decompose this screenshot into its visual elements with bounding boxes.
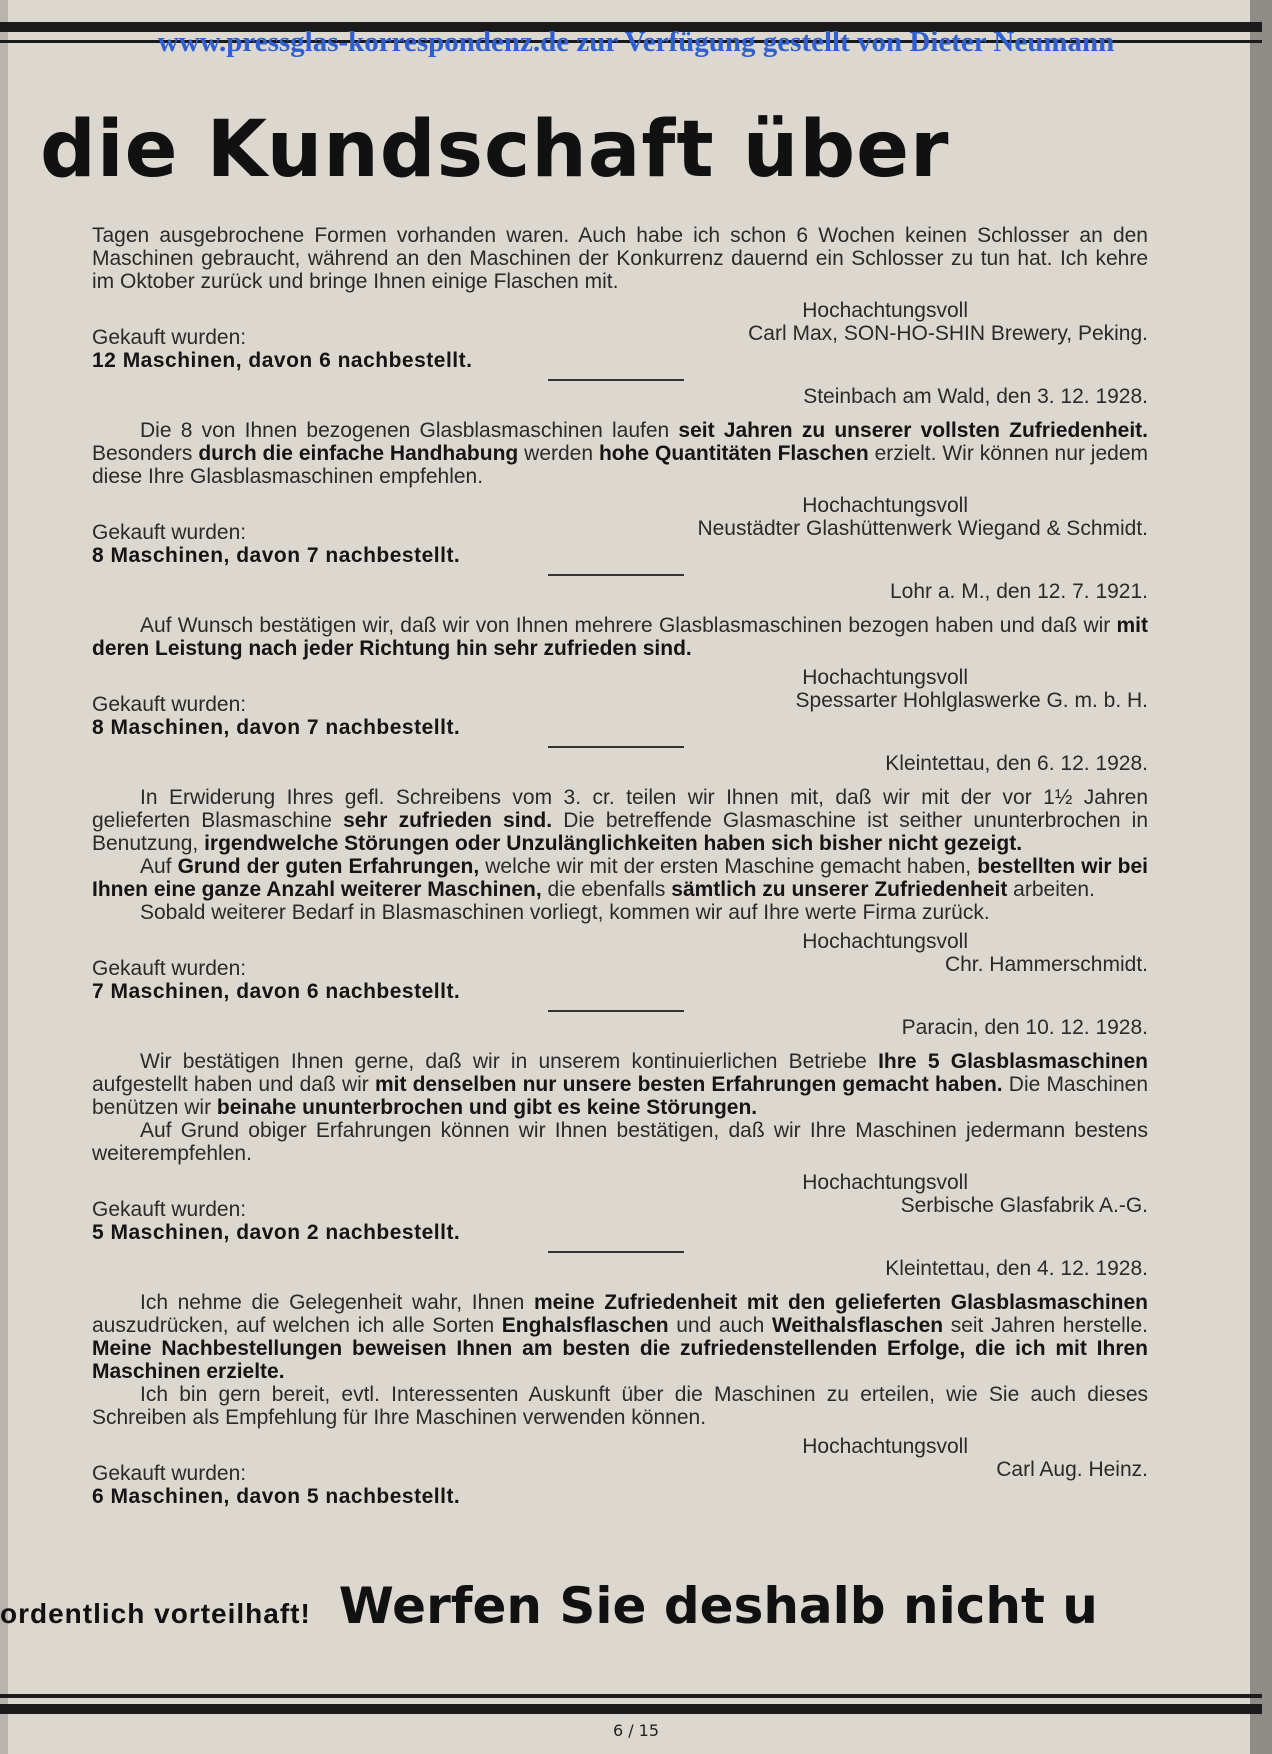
body-text: auszudrücken, auf welchen ich alle Sorten	[92, 1314, 502, 1337]
body-text: Die 8 von Ihnen bezogenen Glasblasmaschinen laufen	[140, 419, 679, 442]
body-text: Auf Grund obiger Erfahrungen können wir Ihnen bestätigen, daß wir Ihre Maschinen jedermann bestens weiterempfehlen.	[92, 1119, 1148, 1165]
body-text: Sobald weiterer Bedarf in Blasmaschinen vorliegt, kommen wir auf Ihre werte Firma zurück.	[140, 901, 990, 924]
letter-paragraph	[92, 1050, 1148, 1119]
emphasized-text: bestellten wir bei Ihnen eine ganze Anzahl weiterer Maschinen,	[92, 855, 1148, 901]
emphasized-text: Weithalsflaschen	[771, 1314, 944, 1337]
body-text: Ich nehme die Gelegenheit wahr, Ihnen	[140, 1291, 534, 1314]
letter-closing	[92, 299, 1148, 372]
letter-separator	[548, 379, 684, 381]
letter-signature: Chr. Hammerschmidt.	[944, 953, 1148, 976]
page-edge-left	[0, 0, 8, 1754]
emphasized-text: mit denselben nur unsere besten Erfahrungen gemacht haben.	[374, 1073, 1003, 1096]
letter-signature: Serbische Glasfabrik A.-G.	[900, 1194, 1148, 1217]
letter-greeting: Hochachtungsvoll	[802, 666, 968, 689]
footer-slogan-right: Werfen Sie deshalb nicht u	[338, 1577, 1098, 1635]
letter-block	[92, 1251, 1148, 1508]
letter-closing	[92, 1171, 1148, 1244]
letter-block	[92, 379, 1148, 567]
purchased-label: Gekauft wurden:	[92, 957, 247, 980]
letter-paragraph	[92, 1383, 1148, 1429]
emphasized-text: irgendwelche Störungen oder Unzulänglichkeiten haben sich bisher nicht gezeigt.	[204, 832, 1023, 855]
letter-greeting: Hochachtungsvoll	[802, 1435, 968, 1458]
emphasized-text: mit deren Leistung nach jeder Richtung hin sehr zufrieden sind.	[92, 614, 1148, 660]
body-text: In Erwiderung Ihres gefl. Schreibens vom 3. cr. teilen wir Ihnen mit, daß wir mit der vor 1½ Jahren gelieferten Blasmaschine	[92, 786, 1148, 832]
letter-paragraph	[92, 419, 1148, 488]
purchased-count: 8 Maschinen, davon 7 nachbestellt.	[92, 716, 461, 739]
page-edge-right	[1250, 0, 1272, 1754]
emphasized-text: hohe Quantitäten Flaschen	[598, 442, 869, 465]
body-text: Auf	[140, 855, 178, 878]
body-text: aufgestellt haben und daß wir	[92, 1073, 375, 1096]
body-text: und auch	[668, 1314, 772, 1337]
emphasized-text: Enghalsflaschen	[501, 1314, 669, 1337]
letter-greeting: Hochachtungsvoll	[802, 1171, 968, 1194]
letter-paragraph	[92, 901, 1148, 924]
letter-closing	[92, 666, 1148, 739]
purchased-count: 8 Maschinen, davon 7 nachbestellt.	[92, 544, 461, 567]
letter-signature: Carl Max, SON-HO-SHIN Brewery, Peking.	[748, 322, 1148, 345]
page-number: 6 / 15	[612, 1721, 660, 1740]
letter-block	[92, 224, 1148, 372]
letter-closing	[92, 494, 1148, 567]
body-text: Ich bin gern bereit, evtl. Interessenten Auskunft über die Maschinen zu erteilen, wie Sie auch dieses Schreiben als Empfehlung für Ihre Maschinen verwenden können.	[92, 1383, 1148, 1429]
letter-body	[92, 1050, 1148, 1165]
letter-separator	[548, 1010, 684, 1012]
letter-greeting: Hochachtungsvoll	[802, 299, 968, 322]
letter-date: Steinbach am Wald, den 3. 12. 1928.	[803, 385, 1148, 408]
letter-block	[92, 746, 1148, 1003]
emphasized-text: beinahe ununterbrochen und gibt es keine Störungen.	[216, 1096, 758, 1119]
body-text: Wir bestätigen Ihnen gerne, daß wir in unserem kontinuierlichen Betriebe	[140, 1050, 879, 1073]
letter-date: Kleintettau, den 4. 12. 1928.	[885, 1257, 1148, 1280]
bottom-rule-thin	[0, 1694, 1262, 1698]
letter-body	[92, 224, 1148, 293]
emphasized-text: Ihre 5 Glasblasmaschinen	[878, 1050, 1149, 1073]
letter-closing	[92, 930, 1148, 1003]
letter-body	[92, 419, 1148, 488]
purchased-label: Gekauft wurden:	[92, 1462, 247, 1485]
emphasized-text: durch die einfache Handhabung	[198, 442, 519, 465]
emphasized-text: Grund der guten Erfahrungen,	[177, 855, 480, 878]
testimonial-letters	[92, 224, 1149, 1508]
body-text: welche wir mit der ersten Maschine gemacht haben,	[479, 855, 978, 878]
body-text: erzielt. Wir können nur jedem diese Ihre Glasblasmaschinen empfehlen.	[92, 442, 1148, 488]
watermark-link[interactable]: www.pressglas-korrespondenz.de zur Verfügung gestellt von Dieter Neumann	[157, 26, 1115, 58]
emphasized-text: Meine Nachbestellungen beweisen Ihnen am besten die zufriedenstellenden Erfolge, die ich mit Ihren Maschinen erzielte.	[92, 1337, 1148, 1383]
body-text: arbeiten.	[1007, 878, 1095, 901]
body-text: Tagen ausgebrochene Formen vorhanden waren. Auch habe ich schon 6 Wochen keinen Schlosser an den Maschinen gebraucht, während an den Maschinen der Konkurrenz dauernd ein Schlosser zu tun hat. Ich kehre im Oktober zurück und bringe Ihnen einige Flaschen mit.	[92, 224, 1148, 293]
letter-greeting: Hochachtungsvoll	[802, 494, 968, 517]
purchased-label: Gekauft wurden:	[92, 1198, 247, 1221]
letter-body	[92, 1291, 1148, 1429]
purchased-count: 5 Maschinen, davon 2 nachbestellt.	[92, 1221, 461, 1244]
letter-date: Kleintettau, den 6. 12. 1928.	[885, 752, 1148, 775]
letter-paragraph	[92, 1119, 1148, 1165]
letter-paragraph	[92, 1291, 1148, 1383]
footer-slogan-left: ordentlich vorteilhaft!	[0, 1598, 311, 1629]
body-text: Die betreffende Glasmaschine ist seither ununterbrochen in Benutzung,	[92, 809, 1148, 855]
letter-paragraph	[92, 224, 1148, 293]
letter-greeting: Hochachtungsvoll	[802, 930, 968, 953]
purchased-count: 6 Maschinen, davon 5 nachbestellt.	[92, 1485, 461, 1508]
purchased-count: 7 Maschinen, davon 6 nachbestellt.	[92, 980, 461, 1003]
letter-body	[92, 614, 1148, 660]
purchased-label: Gekauft wurden:	[92, 693, 247, 716]
letter-paragraph	[92, 786, 1148, 855]
letter-body	[92, 786, 1148, 924]
letter-separator	[548, 746, 684, 748]
letter-block	[92, 574, 1148, 739]
footer-slogan	[0, 1577, 1098, 1635]
purchased-label: Gekauft wurden:	[92, 326, 247, 349]
body-text: Die Maschinen benützen wir	[92, 1073, 1148, 1119]
letter-signature: Carl Aug. Heinz.	[996, 1458, 1148, 1481]
letter-block	[92, 1010, 1149, 1244]
letter-closing	[92, 1435, 1148, 1508]
letter-separator	[548, 1251, 684, 1253]
body-text: Auf Wunsch bestätigen wir, daß wir von Ihnen mehrere Glasblasmaschinen bezogen haben und daß wir	[140, 614, 1117, 637]
letter-date: Lohr a. M., den 12. 7. 1921.	[889, 580, 1148, 603]
body-text: die ebenfalls	[541, 878, 672, 901]
emphasized-text: sämtlich zu unserer Zufriedenheit	[671, 878, 1008, 901]
bottom-rule	[0, 1704, 1262, 1714]
letter-signature: Spessarter Hohlglaswerke G. m. b. H.	[795, 689, 1148, 712]
body-text: Besonders	[92, 442, 199, 465]
body-text: werden	[518, 442, 599, 465]
emphasized-text: meine Zufriedenheit mit den gelieferten Glasblasmaschinen	[533, 1291, 1148, 1314]
purchased-count: 12 Maschinen, davon 6 nachbestellt.	[92, 349, 473, 372]
body-text: seit Jahren herstelle.	[943, 1314, 1148, 1337]
headline: die Kundschaft über	[40, 105, 950, 195]
letter-paragraph	[92, 614, 1148, 660]
emphasized-text: seit Jahren zu unserer vollsten Zufriedenheit.	[678, 419, 1148, 442]
letter-signature: Neustädter Glashüttenwerk Wiegand & Schmidt.	[697, 517, 1148, 540]
emphasized-text: sehr zufrieden sind.	[343, 809, 553, 832]
letter-separator	[548, 574, 684, 576]
purchased-label: Gekauft wurden:	[92, 521, 247, 544]
letter-date: Paracin, den 10. 12. 1928.	[901, 1016, 1148, 1039]
letter-paragraph	[92, 855, 1148, 901]
